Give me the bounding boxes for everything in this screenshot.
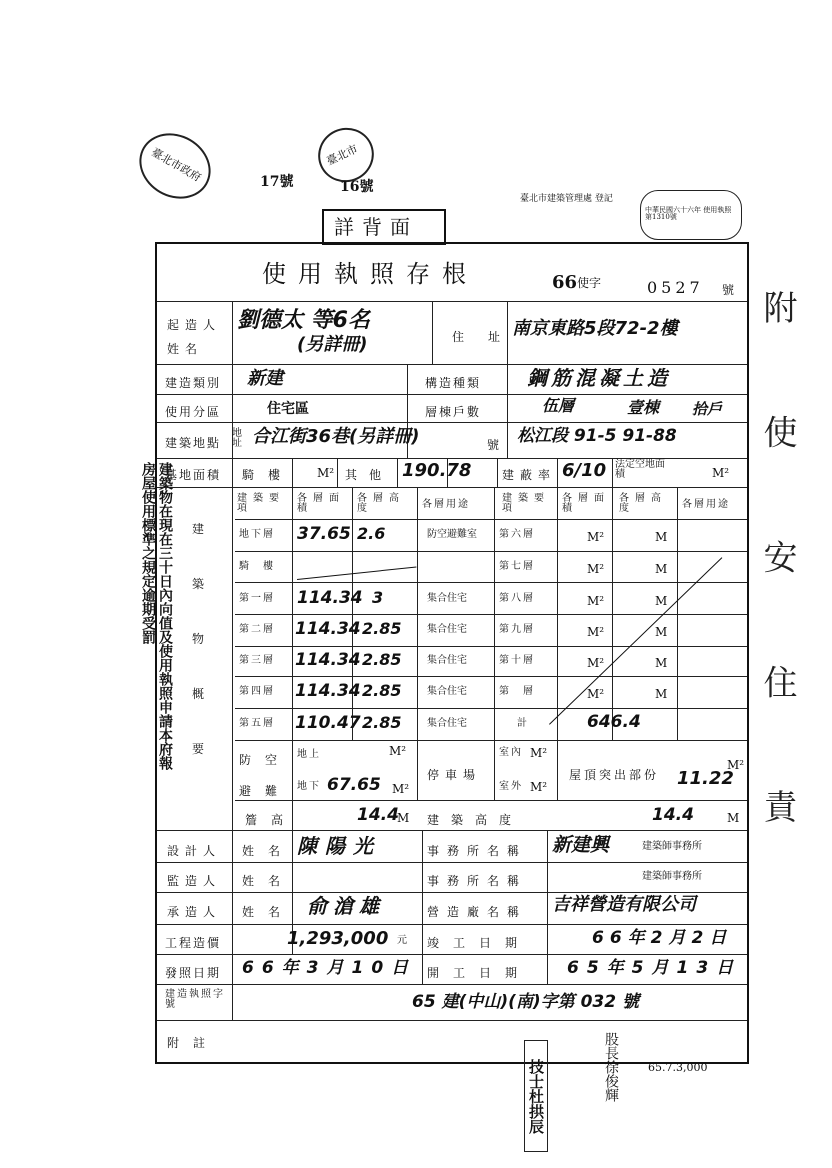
site-value: 合江街36巷(另詳冊) [252,426,420,447]
parking-indoor-unit: M² [530,746,548,760]
roof-unit: M² [727,758,745,772]
registry-box-text: 中華民國六十六年 使用執照 第1310號 [645,206,732,221]
owner-label-1: 起造人 [167,318,222,332]
designer-office-suffix: 建築師事務所 [642,841,702,852]
permit-value: 65 建(中山)(南)字第 032 號 [412,992,639,1012]
designer-label: 設計人 [167,844,222,858]
official-seal-1-text: 臺北市政府 [149,145,204,185]
col-head-1: 建築要項 [237,493,285,514]
col-head-3: 各層高度 [357,493,405,514]
permit-form: 使用執照存根 66 使字 0527 號 起造人 姓名 劉德太 等6名 (另詳冊) 住址 南京東路5段72-2樓 建造類別 新建 構造種類 鋼筋混凝土造 使用分區 住宅區 層棟戶數 伍層 壹棟 拾戶 建築地點 地址 合江街36巷(另詳冊) 號 松江段 91-5 91-88 基地面積 騎樓 M² 其他 190.78 建蔽率 6/10 法定空地面積 M² 建 築 物 概 要 建築要項 各層面積 各層高度 各層用途 建築要項 各層面積 各層高度 各層用途 地下層 37.65 2.6 防空避難室 騎樓 第一層 114.34 3 集合住宅 第二層 114.34 2.85 集合住宅 第三層 114.34 2.85 集合住宅 第四層 114.34 2.85 集合住宅 第五層 110.47 2.85 集合住宅 第六層 第七層 第八層 第九層 第十層 第 層 計 646.4 M² M M² M M² M M² M M² M M² M 防空 避難 地上 M² 地下 67.65 M² 停車場 室內 M² 室外 M² 屋頂突出部份 11.22 M² 簷高 14.4 M 建築高度 14.4 M 設計人 姓名 陳陽光 事務所名稱 新建興 建築師事務所 監造人 姓名 事務所名稱 建築師事務所 承造人 姓名 俞滄雄 營造廠名稱 吉祥營造有限公司 工程造價 1,293,000 元 竣工日期 66年2月2日 發照日期 66年3月10日 開工日期 65年5月13日 建造執照字號 65 建(中山)(南)字第 032 號 附註 [155,242,749,1064]
side-note-text: 建築物在現在三十日內向值及使用執照申請本府報房屋使用標準之規定逾期受罰 [140,462,173,770]
owner-label-2: 姓名 [167,342,204,356]
permit-year: 66 [552,272,578,293]
stamp-technician: 技士杜拱辰 [524,1040,548,1152]
col-head-4: 各層用途 [422,499,470,510]
other-label: 其他 [345,468,394,482]
use-value: 住宅區 [267,401,309,417]
contractor-label: 承造人 [167,905,222,919]
owner-value: 劉德太 等6名 [237,308,370,333]
permit-label: 建造執照字號 [165,989,225,1010]
arcade-unit: M² [317,466,335,480]
col-head-5: 建築要項 [502,493,550,514]
printer-note: 65.7.3,000 [648,1061,708,1074]
start-value: 65年5月13日 [567,958,742,978]
designer-office: 新建興 [552,834,610,856]
type-label: 建造類別 [165,376,222,390]
start-label: 開工日期 [427,966,532,980]
site-label: 建築地點 [165,436,222,450]
supervisor-name-label: 姓名 [242,874,295,888]
legal-open-unit: M² [712,466,730,480]
col-head-8: 各層用途 [682,499,730,510]
roof-label: 屋頂突出部份 [569,768,660,782]
buildings-value: 壹棟 [627,398,660,417]
shelter-below-unit: M² [392,782,410,796]
lot-value: 松江段 91-5 91-88 [517,426,677,446]
type-value: 新建 [247,368,283,389]
designer-name-label: 姓名 [242,844,295,858]
use-label: 使用分區 [165,405,222,419]
shelter-below-value: 67.65 [327,775,381,795]
site-sub: 地址 [232,428,244,449]
official-seal-2-text: 臺北市 [324,142,360,168]
parking-label: 停車場 [427,768,482,782]
right-edge-text [757,290,802,890]
official-seal-1 [127,121,222,212]
coverage-value: 6/10 [562,460,607,481]
cost-unit: 元 [397,935,409,946]
right-edge-chars: 附 使 安 住 責 [757,290,797,864]
shelter-below: 地下 [297,781,321,792]
height-label: 建築高度 [427,813,524,827]
structure-label: 構造種類 [425,376,482,390]
owner-value-2: (另詳冊) [297,334,368,355]
complete-value: 66年2月2日 [592,928,733,948]
parking-outdoor: 室外 [499,781,523,792]
contractor-office: 吉祥營造有限公司 [552,894,696,915]
remarks-label: 附註 [167,1036,220,1050]
height-value: 14.4 [652,805,694,825]
permit-suffix: 號 [722,283,735,297]
floors-value: 伍層 [542,396,575,415]
file-number-left: 17號 [260,174,294,190]
eave-label: 簷高 [245,813,298,827]
back-label-box [322,209,446,245]
registry-note: 臺北市建築管理處 登記 [520,194,613,204]
contractor-factory-label: 營造廠名稱 [427,905,528,919]
units-value: 拾戶 [692,400,723,418]
structure-value: 鋼筋混凝土造 [527,366,671,390]
cost-label: 工程造價 [165,936,222,950]
supervisor-office-suffix: 建築師事務所 [642,871,702,882]
parking-outdoor-unit: M² [530,780,548,794]
building-overview-label: 建 築 物 概 要 [192,522,205,756]
floors-label: 層棟戶數 [425,405,482,419]
back-label: 詳背面 [334,215,418,239]
site-no: 號 [487,438,506,452]
issue-value: 66年3月10日 [242,958,417,978]
shelter-above: 地上 [297,749,321,760]
col-head-7: 各層高度 [619,493,667,514]
eave-unit: M [397,811,410,825]
roof-value: 11.22 [677,768,734,789]
contractor-name-label: 姓名 [242,905,295,919]
address-label: 住址 [452,330,525,344]
supervisor-office-label: 事務所名稱 [427,874,528,888]
issue-label: 發照日期 [165,966,222,980]
shelter-label-2: 避難 [239,784,292,798]
base-area-label: 基地面積 [165,468,222,482]
form-title: 使用執照存根 [262,260,478,288]
strike-line-arcade [297,566,416,580]
file-number-right: 16號 [340,179,374,195]
shelter-above-unit: M² [389,744,407,758]
designer-office-label: 事務所名稱 [427,844,528,858]
shelter-label-1: 防空 [239,753,292,767]
permit-number: 0527 [647,278,704,297]
other-value: 190.78 [402,460,472,481]
col-head-6: 各層面積 [562,493,610,514]
permit-prefix: 使字 [577,276,602,290]
coverage-label: 建蔽率 [502,468,557,482]
arcade-label: 騎樓 [242,468,295,482]
registry-box [640,190,742,240]
height-unit: M [727,811,740,825]
parking-indoor: 室內 [499,747,523,758]
stamp-chief: 股長徐俊輝 [603,1032,619,1102]
complete-label: 竣工日期 [427,936,532,950]
designer-name: 陳陽光 [297,834,381,858]
contractor-name: 俞滄雄 [307,894,385,918]
total-area: 646.4 [587,712,641,732]
col-head-2: 各層面積 [297,493,345,514]
address-value: 南京東路5段72-2樓 [512,318,678,339]
supervisor-label: 監造人 [167,874,222,888]
eave-value: 14.4 [357,805,399,825]
legal-open-label: 法定空地面積 [615,459,665,480]
cost-value: 1,293,000 [287,928,389,949]
